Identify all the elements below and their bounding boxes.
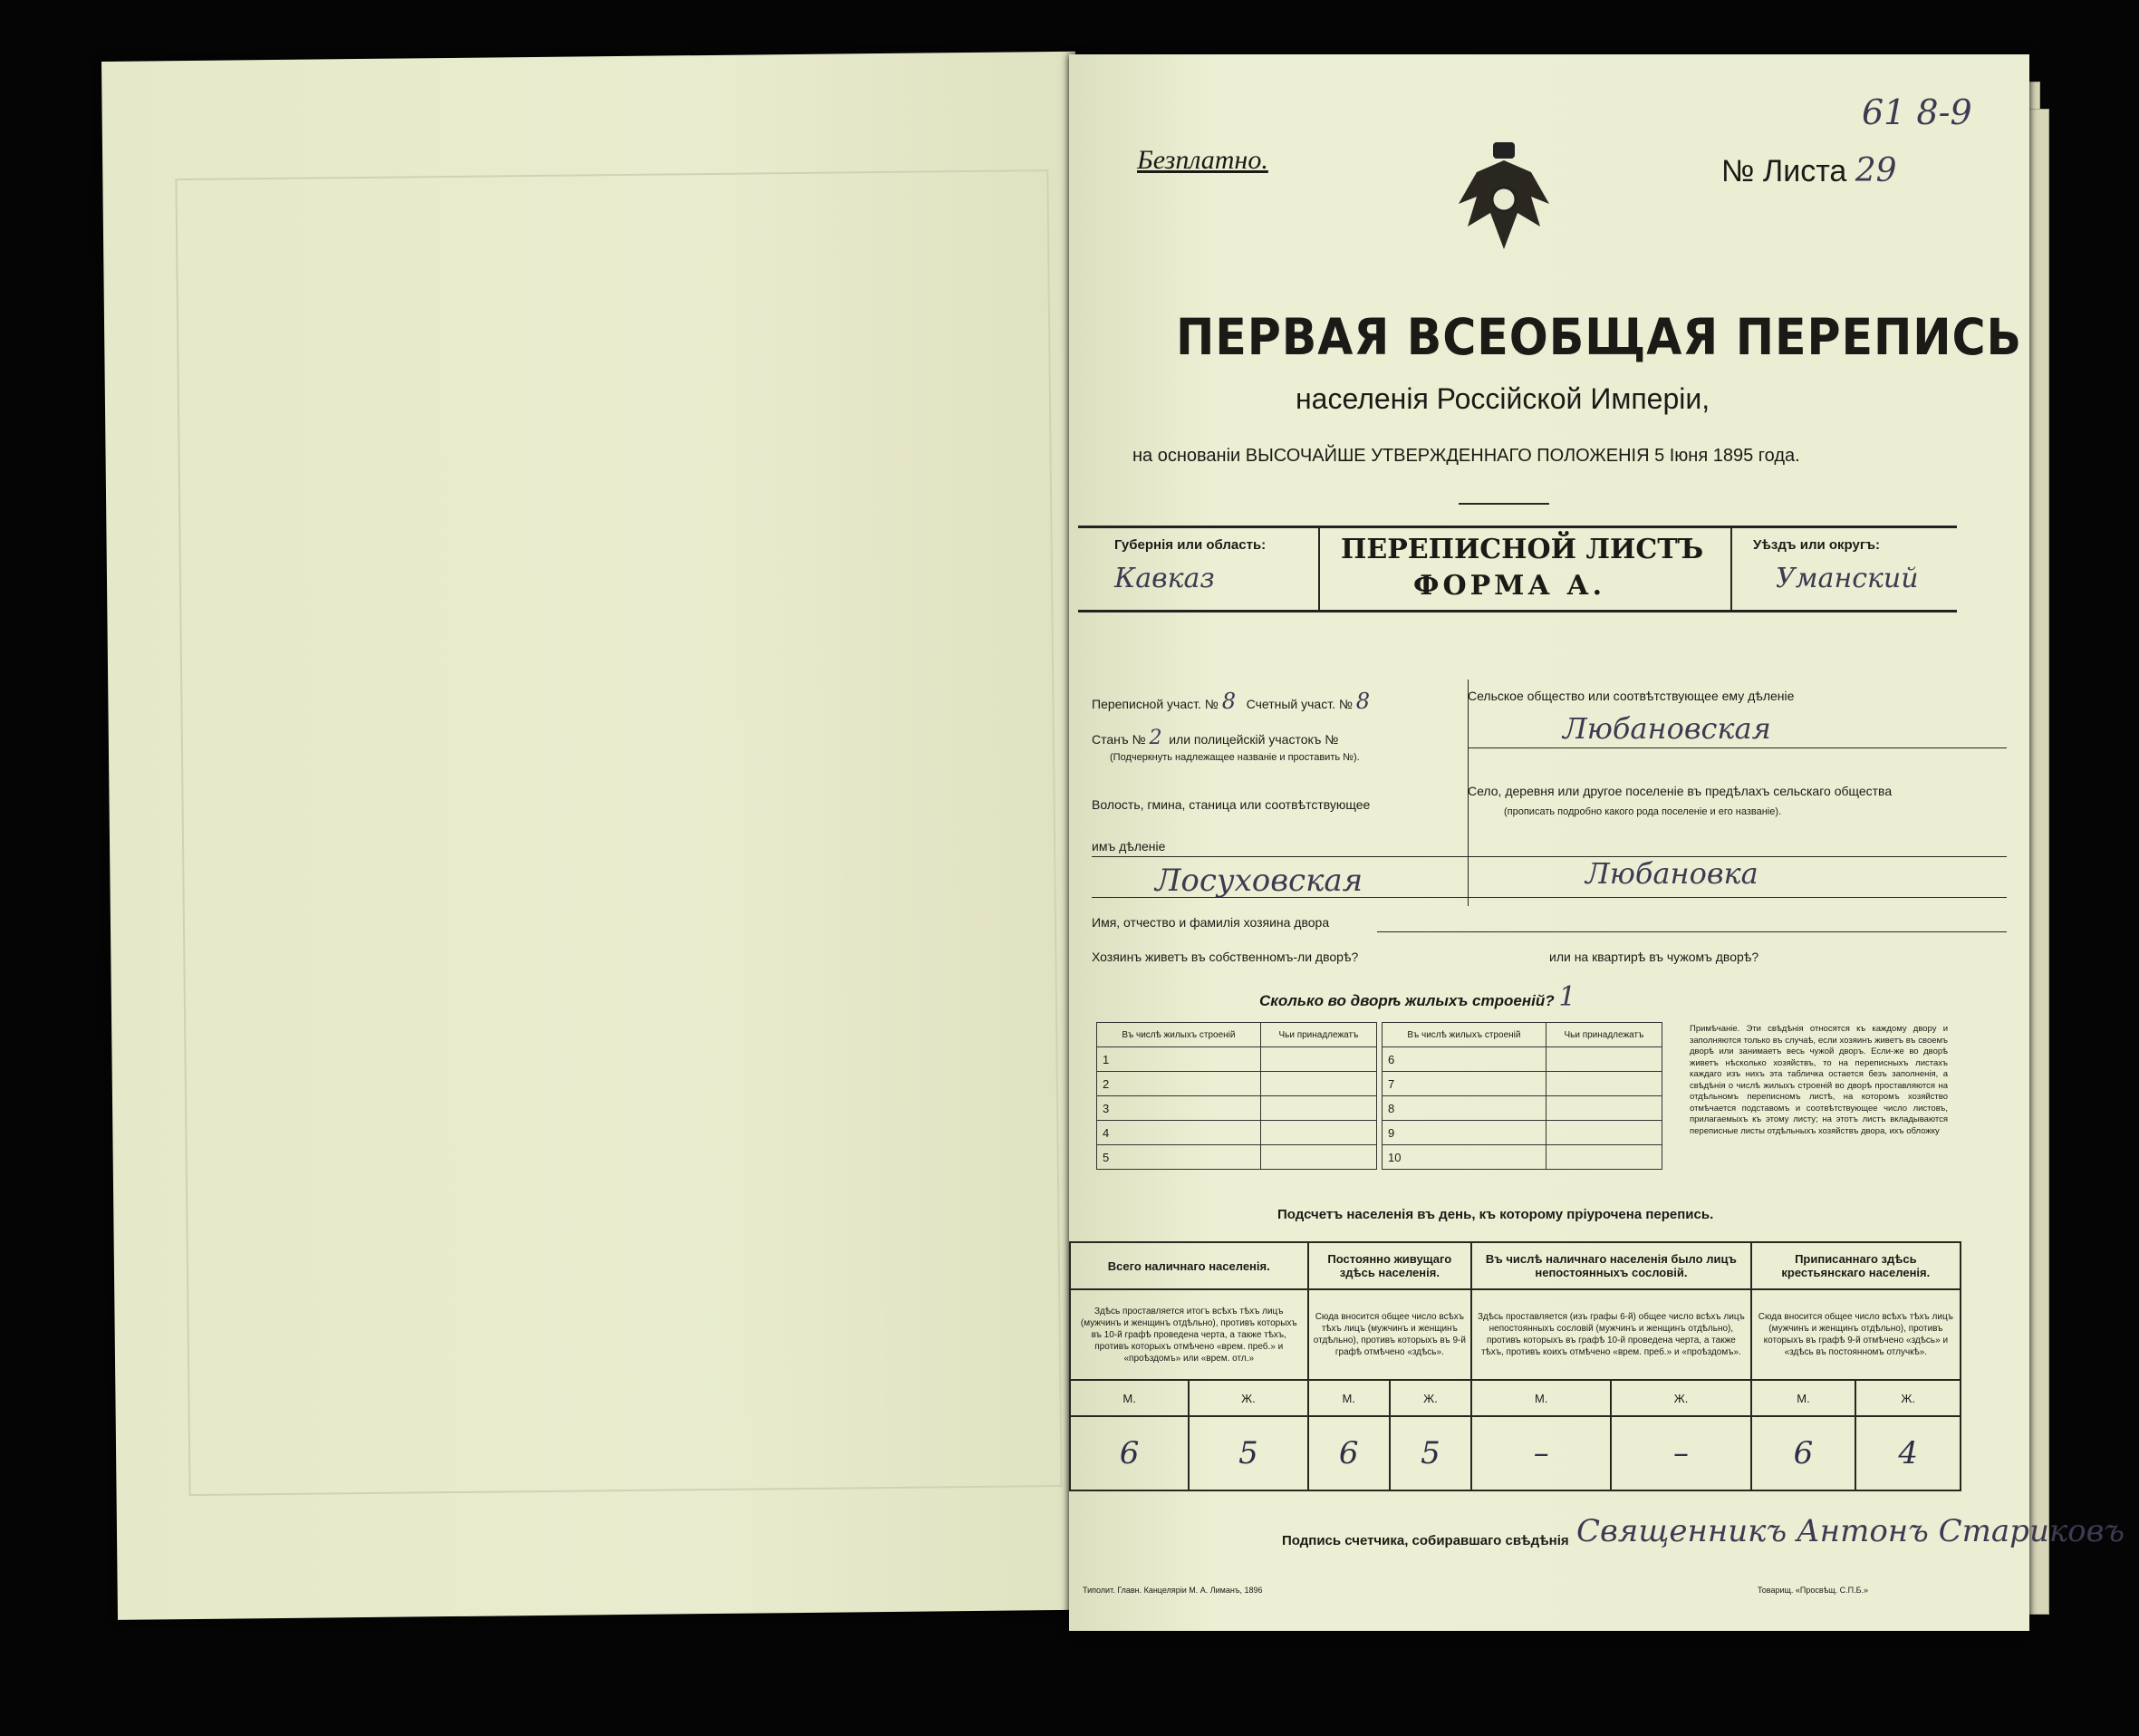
summary-col-title: Въ числѣ наличнаго населенія было лицъ непостоянныхъ сословій. (1471, 1242, 1751, 1289)
row-number: 7 (1383, 1072, 1546, 1096)
male-count: – (1471, 1416, 1611, 1490)
faint-table-frame (175, 169, 1062, 1496)
province-value: Кавказ (1114, 563, 1215, 594)
printer-footer: Типолит. Главн. Канцеляріи М. А. Лиманъ, 1896 (1083, 1586, 1263, 1595)
district-label: Уѣздъ или округъ: (1753, 537, 1881, 553)
buildings-table-left (1096, 1022, 1377, 1170)
left-page (101, 52, 1092, 1620)
buildings-col-header: Въ числѣ жилыхъ строеній (1097, 1023, 1261, 1047)
box-divider (1318, 528, 1320, 610)
form-title: ПЕРЕПИСНОЙ ЛИСТЪ (1341, 534, 1704, 565)
row-number: 4 (1097, 1121, 1261, 1145)
male-header: М. (1751, 1380, 1856, 1416)
province-label: Губернія или область: (1114, 537, 1267, 553)
census-district (1092, 689, 1370, 714)
summary-col-desc: Здѣсь проставляется итогъ всѣхъ тѣхъ лицъ (мужчинъ и женщинъ отдѣльно), противъ которыхъ въ 10-й графѣ проведена черта, а также тѣхъ, противъ которыхъ отмѣчено «врем. преб.» и «проѣздомъ» или «врем. отл.» (1070, 1289, 1308, 1380)
imperial-eagle-icon (1450, 140, 1558, 258)
owner-label: Имя, отчество и фамилія хозяина двора (1092, 915, 1330, 930)
population-summary-table (1069, 1241, 1961, 1491)
village-label: Село, деревня или другое поселеніе въ предѣлахъ сельскаго общества (1468, 784, 1893, 798)
row-number: 2 (1097, 1072, 1261, 1096)
village-value: Любановка (1585, 856, 1758, 891)
buildings-note: Примѣчаніе. Эти свѣдѣнія относятся къ каждому двору и заполняются только въ случаѣ, если хозяинъ живетъ въ своемъ дворѣ или занимаетъ весь чужой дворъ. Если-же во дворѣ живетъ нѣсколько хозяйствъ, то на переписныхъ листахъ каждаго изъ нихъ эта табличка остается безъ заполненія, а свѣдѣнія о числѣ жилыхъ строеній во дворѣ проставляются на отдѣльномъ переписномъ листѣ, на которомъ хозяйство отмѣчается подставомъ и соотвѣтствующее число листовъ, прилагаемыхъ къ этому листу; на этотъ листъ вкладываются переписные листы отдѣльныхъ хозяйствъ двора, ихъ обложку (1690, 1024, 1948, 1136)
summary-col-desc: Здѣсь проставляется (изъ графы 6-й) общее число всѣхъ лицъ непостоянныхъ сословій (мужчинъ и женщинъ отдѣльно), противъ которыхъ въ графѣ 10-й проведена черта, а также тѣхъ, противъ коихъ отмѣчено «врем. преб.» и «проѣздомъ». (1471, 1289, 1751, 1380)
volost-label: Волость, гмина, станица или соотвѣтствующее (1092, 797, 1371, 812)
sheet-number-label (1721, 152, 1897, 189)
rural-society-value: Любановская (1563, 711, 1771, 746)
male-count: 6 (1751, 1416, 1856, 1490)
female-header: Ж. (1855, 1380, 1961, 1416)
summary-col-desc: Сюда вносится общее число всѣхъ тѣхъ лицъ (мужчинъ и женщинъ отдѣльно), противъ которыхъ въ 9-й графѣ отмѣчено «здѣсь». (1308, 1289, 1472, 1380)
buildings-table-right (1382, 1022, 1662, 1170)
census-district-label: Переписной участ. № (1092, 697, 1219, 711)
male-header: М. (1070, 1380, 1189, 1416)
female-count: 5 (1189, 1416, 1307, 1490)
census-form-page (1069, 54, 2125, 1631)
row-number: 9 (1383, 1121, 1546, 1145)
row-number: 8 (1383, 1096, 1546, 1121)
row-number: 3 (1097, 1096, 1261, 1121)
publisher-footer: Товарищ. «Просвѣщ. С.П.Б.» (1758, 1586, 1868, 1595)
summary-col-title: Всего наличнаго населенія. (1070, 1242, 1308, 1289)
rural-society-label: Сельское общество или соотвѣтствующее ему дѣленіе (1468, 689, 1795, 703)
counting-district-label: Счетный участ. № (1246, 697, 1353, 711)
district-value: Уманский (1776, 563, 1919, 594)
male-count: 6 (1070, 1416, 1189, 1490)
female-header: Ж. (1189, 1380, 1307, 1416)
village-note: (прописать подробно какого рода поселеніе и его названіе). (1504, 806, 1782, 817)
row-number: 1 (1097, 1047, 1261, 1072)
stan-value: 2 (1149, 727, 1162, 749)
female-count: 4 (1855, 1416, 1961, 1490)
female-count: 5 (1390, 1416, 1471, 1490)
summary-caption: Подсчетъ населенія въ день, къ которому пріурочена перепись. (1277, 1207, 1714, 1222)
row-number: 10 (1383, 1145, 1546, 1170)
field-line (1468, 747, 2007, 748)
female-header: Ж. (1611, 1380, 1750, 1416)
census-title: ПЕРВАЯ ВСЕОБЩАЯ ПЕРЕПИСЬ (1176, 308, 2023, 366)
buildings-col-header: Чьи принадлежатъ (1260, 1023, 1376, 1047)
buildings-label (1259, 981, 1575, 1013)
buildings-col-header: Въ числѣ жилыхъ строеній (1383, 1023, 1546, 1047)
buildings-col-header: Чьи принадлежатъ (1546, 1023, 1662, 1047)
signature-value: Священникъ Антонъ Стариковъ (1576, 1513, 2125, 1549)
volost-value: Лосуховская (1155, 863, 1363, 899)
stan-field (1092, 727, 1338, 749)
rented-label: или на квартирѣ въ чужомъ дворѣ? (1549, 950, 1759, 964)
sheet-number: 29 (1855, 152, 1897, 189)
free-label: Безплатно. (1137, 145, 1268, 175)
stan-label: Станъ № (1092, 732, 1146, 747)
male-header: М. (1471, 1380, 1611, 1416)
sheet-label: № Листа (1721, 154, 1847, 188)
own-yard-label: Хозяинъ живетъ въ собственномъ-ли дворѣ? (1092, 950, 1359, 964)
female-header: Ж. (1390, 1380, 1471, 1416)
ornament-divider (1459, 503, 1549, 505)
archive-number: 61 8-9 (1862, 92, 1972, 132)
male-count: 6 (1308, 1416, 1390, 1490)
row-number: 5 (1097, 1145, 1261, 1170)
census-subtitle: населенія Россійской Имперіи, (1296, 382, 1710, 415)
police-label: или полицейскій участокъ № (1169, 732, 1339, 747)
census-district-value: 8 (1221, 689, 1236, 714)
form-header-box (1078, 526, 1957, 612)
row-number: 6 (1383, 1047, 1546, 1072)
summary-col-desc: Сюда вносится общее число всѣхъ тѣхъ лицъ (мужчинъ и женщинъ отдѣльно), противъ которыхъ въ графѣ 9-й отмѣчено «здѣсь» и «здѣсь въ постоянномъ отлучкѣ». (1751, 1289, 1961, 1380)
form-type: ФОРМА А. (1413, 570, 1606, 602)
stan-note: (Подчеркнуть надлежащее названіе и проставить №). (1110, 752, 1360, 763)
summary-col-title: Постоянно живущаго здѣсь населенія. (1308, 1242, 1472, 1289)
field-line (1468, 897, 2007, 898)
female-count: – (1611, 1416, 1750, 1490)
legal-basis: на основаніи ВЫСОЧАЙШЕ УТВЕРЖДЕННАГО ПОЛОЖЕНІЯ 5 Іюня 1895 года. (1132, 446, 1800, 466)
box-divider (1730, 528, 1732, 610)
summary-col-title: Приписаннаго здѣсь крестьянскаго населенія. (1751, 1242, 1961, 1289)
signature-label: Подпись счетчика, собиравшаго свѣдѣнія (1282, 1533, 1569, 1548)
volost-label-2: имъ дѣленіе (1092, 839, 1166, 854)
buildings-value: 1 (1558, 981, 1576, 1013)
counting-district-value: 8 (1355, 689, 1371, 714)
male-header: М. (1308, 1380, 1390, 1416)
field-line (1377, 931, 2007, 932)
buildings-question: Сколько во дворѣ жилыхъ строеній? (1259, 992, 1555, 1009)
field-line (1468, 856, 2007, 857)
